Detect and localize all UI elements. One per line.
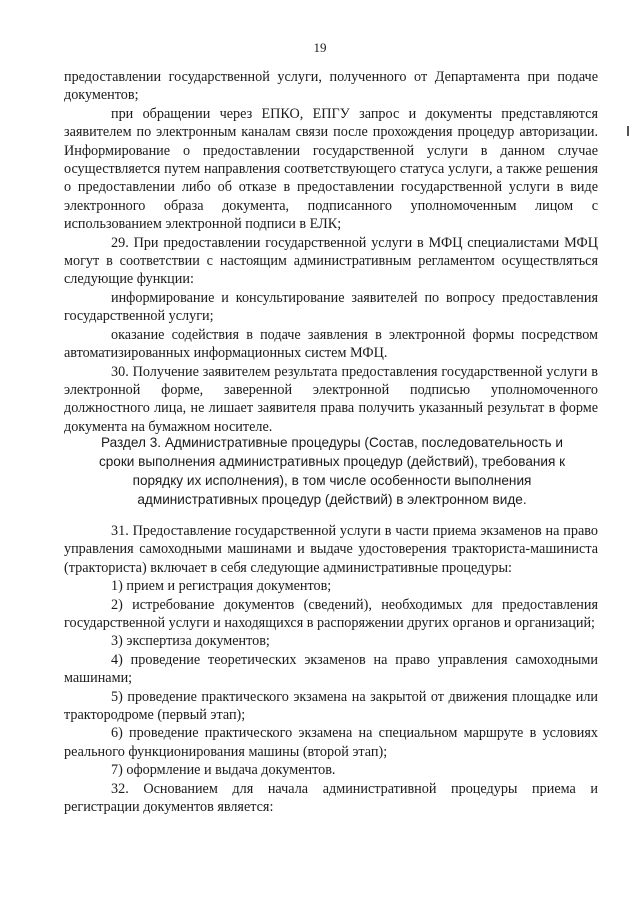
paragraph: 32. Основанием для начала административной процедуры приема и регистрации документов является: [64, 780, 598, 816]
list-item: 3) экспертиза документов; [111, 633, 270, 650]
page-number: 19 [313, 40, 327, 55]
paragraph: предоставлении государственной услуги, полученного от Департамента при подаче документов; [64, 69, 598, 104]
top-text-block [64, 68, 598, 436]
list-item: 5) проведение практического экзамена на закрытой от движения площадке или трактородроме (первый этап); [64, 688, 598, 724]
paragraph: 31. Предоставление государственной услуги в части приема экзаменов на право управления самоходными машинами и выдаче удостоверения тракториста-машиниста (тракториста) включает в себя следующие административные процедуры: [64, 523, 598, 576]
scan-mark [627, 126, 629, 136]
paragraph: оказание содействия в подаче заявления в электронной формы посредством автоматизированных информационных систем МФЦ. [64, 326, 598, 362]
paragraph: 29. При предоставлении государственной услуги в МФЦ специалистами МФЦ могут в соответствии с настоящим административным регламентом осуществляться следующие функции: [64, 234, 598, 288]
list-item: 2) истребование документов (сведений), необходимых для предоставления государственной услуги и находящихся в распоряжении других органов и организаций; [64, 596, 598, 632]
section-heading: Раздел 3. Административные процедуры (Состав, последовательность и сроки выполнения административных процедур (действий), требования к порядку их исполнения), в том числе особенности выполнения административных процедур (действий) в электронном виде. [98, 435, 566, 507]
list-item: 1) прием и регистрация документов; [111, 578, 332, 595]
list-item: 6) проведение практического экзамена на специальном маршруте в условиях реального функционирования машины (второй этап); [64, 725, 598, 760]
bottom-text-block [64, 522, 598, 817]
paragraph: 30. Получение заявителем результата предоставления государственной услуги в электронной форме, заверенной электронной подписью уполномоченного должностного лица, не лишает заявителя права получить указанный результат в форме документа на бумажном носителе. [64, 363, 598, 435]
list-item: 7) оформление и выдача документов. [111, 762, 336, 779]
paragraph: при обращении через ЕПКО, ЕПГУ запрос и документы представляются заявителем по электронным каналам связи после прохождения процедур авторизации. Информирование о предоставлении государственной услуги в данном случае осуществляется путем направления соответствующего статуса услуги, а также решения о предоставлении либо об отказе в предоставлении государственной услуги в виде электронного образа документа, подписанного уполномоченным лицом с использованием электронной подписи в ЕЛК; [64, 105, 598, 233]
list-item: 4) проведение теоретических экзаменов на право управления самоходными машинами; [64, 651, 598, 687]
paragraph: информирование и консультирование заявителей по вопросу предоставления государственной услуги; [64, 289, 598, 325]
